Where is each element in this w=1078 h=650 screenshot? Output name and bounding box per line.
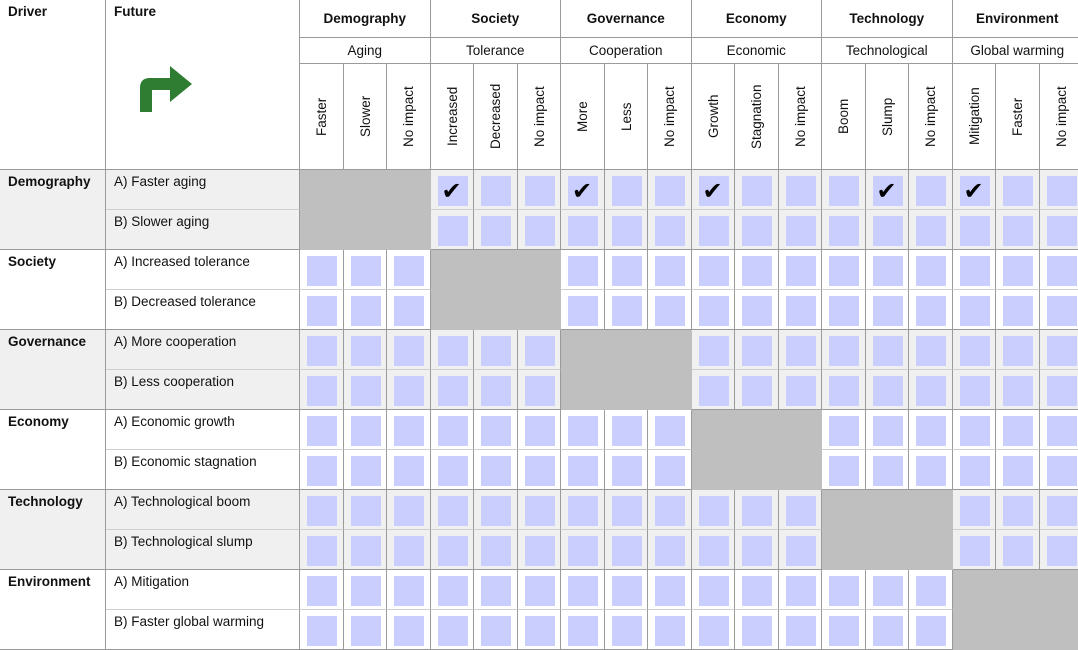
impact-checkbox[interactable] [873,176,903,206]
impact-checkbox[interactable] [916,176,946,206]
future-row [106,610,300,650]
option-label: No impact [648,64,691,169]
impact-checkbox[interactable] [655,496,685,526]
option-label: No impact [909,64,952,169]
impact-checkbox[interactable] [394,336,424,366]
future-row [106,410,300,450]
impact-checkbox[interactable] [699,496,729,526]
impact-checkbox[interactable] [655,216,685,246]
impact-checkbox[interactable] [568,536,598,566]
check-mark-icon: ✔ [572,178,592,204]
impact-checkbox[interactable] [568,616,598,646]
option-header-cell [779,64,823,170]
impact-checkbox[interactable] [568,176,598,206]
impact-checkbox[interactable] [960,376,990,406]
impact-checkbox[interactable] [960,336,990,366]
option-header-cell [822,64,866,170]
group-header-demography: Demography [300,0,431,38]
impact-checkbox[interactable] [916,216,946,246]
driver-column-header: Driver [0,0,105,19]
impact-checkbox[interactable] [438,376,468,406]
impact-checkbox[interactable] [481,336,511,366]
impact-checkbox[interactable] [1047,336,1077,366]
impact-checkbox[interactable] [307,536,337,566]
impact-checkbox[interactable] [960,536,990,566]
driver-row-technology [0,490,106,570]
check-mark-icon: ✔ [703,178,723,204]
impact-checkbox[interactable] [1047,176,1077,206]
impact-checkbox[interactable] [394,456,424,486]
impact-checkbox[interactable] [351,576,381,606]
driver-row-environment [0,570,106,650]
impact-checkbox[interactable] [438,416,468,446]
impact-checkbox[interactable] [307,256,337,286]
impact-checkbox[interactable] [742,376,772,406]
option-header-cell [692,64,736,170]
check-mark-icon: ✔ [442,178,462,204]
check-mark-icon: ✔ [964,178,984,204]
impact-checkbox[interactable] [307,296,337,326]
impact-checkbox[interactable] [1003,176,1033,206]
impact-checkbox[interactable] [525,416,555,446]
impact-checkbox[interactable] [612,216,642,246]
future-row [106,330,300,370]
impact-checkbox[interactable] [1047,496,1077,526]
impact-checkbox[interactable] [481,616,511,646]
impact-checkbox[interactable] [786,336,816,366]
option-label: Faster [300,64,343,169]
impact-checkbox[interactable] [1047,256,1077,286]
impact-checkbox[interactable] [525,376,555,406]
option-label: No impact [779,64,822,169]
option-header-cell [300,64,344,170]
impact-checkbox[interactable] [481,416,511,446]
impact-checkbox[interactable] [1003,376,1033,406]
impact-checkbox[interactable] [438,616,468,646]
option-header-cell [1040,64,1078,170]
driver-row-demography [0,170,106,250]
future-row [106,170,300,210]
impact-checkbox[interactable] [873,616,903,646]
impact-checkbox[interactable] [829,256,859,286]
impact-checkbox[interactable] [742,616,772,646]
impact-checkbox[interactable] [307,616,337,646]
impact-checkbox[interactable] [438,176,468,206]
future-label: A) Mitigation [106,570,299,589]
impact-checkbox[interactable] [960,176,990,206]
impact-checkbox[interactable] [916,576,946,606]
group-header-society: Society [431,0,562,38]
impact-checkbox[interactable] [786,496,816,526]
impact-checkbox[interactable] [525,496,555,526]
impact-checkbox[interactable] [394,576,424,606]
future-row [106,250,300,290]
impact-checkbox[interactable] [525,576,555,606]
impact-checkbox[interactable] [742,496,772,526]
impact-checkbox[interactable] [873,216,903,246]
option-label: Faster [996,64,1039,169]
impact-checkbox[interactable] [699,256,729,286]
driver-label: Governance [0,330,105,349]
impact-checkbox[interactable] [873,256,903,286]
impact-checkbox[interactable] [1047,216,1077,246]
group-header-governance: Governance [561,0,692,38]
driver-label: Environment [0,570,105,589]
impact-checkbox[interactable] [1003,256,1033,286]
future-label: B) Decreased tolerance [106,290,299,309]
impact-checkbox[interactable] [525,216,555,246]
impact-checkbox[interactable] [873,376,903,406]
impact-checkbox[interactable] [655,296,685,326]
future-label: A) Economic growth [106,410,299,429]
impact-checkbox[interactable] [1047,536,1077,566]
impact-checkbox[interactable] [568,296,598,326]
impact-checkbox[interactable] [612,496,642,526]
impact-checkbox[interactable] [1047,376,1077,406]
impact-checkbox[interactable] [481,456,511,486]
driver-row-economy [0,410,106,490]
impact-checkbox[interactable] [1003,216,1033,246]
check-mark-icon: ✔ [877,178,897,204]
group-subheader-society: Tolerance [431,38,562,64]
impact-checkbox[interactable] [742,256,772,286]
option-header-cell [996,64,1040,170]
group-header-technology: Technology [822,0,953,38]
impact-checkbox[interactable] [699,576,729,606]
impact-checkbox[interactable] [699,616,729,646]
impact-checkbox[interactable] [916,416,946,446]
impact-checkbox[interactable] [307,576,337,606]
impact-checkbox[interactable] [438,536,468,566]
impact-checkbox[interactable] [1003,416,1033,446]
impact-checkbox[interactable] [568,496,598,526]
impact-checkbox[interactable] [916,616,946,646]
self-impact-block [561,330,692,410]
impact-checkbox[interactable] [351,416,381,446]
option-header-cell [474,64,518,170]
impact-checkbox[interactable] [438,456,468,486]
impact-checkbox[interactable] [481,576,511,606]
self-impact-block [300,170,431,250]
impact-checkbox[interactable] [568,576,598,606]
impact-checkbox[interactable] [394,536,424,566]
option-header-cell [518,64,562,170]
impact-checkbox[interactable] [699,176,729,206]
impact-checkbox[interactable] [916,256,946,286]
future-label: A) Faster aging [106,170,299,189]
impact-checkbox[interactable] [307,456,337,486]
impact-checkbox[interactable] [960,256,990,286]
impact-checkbox[interactable] [1003,536,1033,566]
future-label: A) Technological boom [106,490,299,509]
impact-checkbox[interactable] [916,376,946,406]
impact-checkbox[interactable] [1047,456,1077,486]
driver-label: Demography [0,170,105,189]
impact-checkbox[interactable] [612,616,642,646]
impact-checkbox[interactable] [742,336,772,366]
impact-checkbox[interactable] [829,176,859,206]
self-impact-block [822,490,953,570]
impact-checkbox[interactable] [699,536,729,566]
self-impact-block [953,570,1078,650]
impact-checkbox[interactable] [612,256,642,286]
impact-checkbox[interactable] [612,536,642,566]
option-label: Less [605,64,648,169]
impact-checkbox[interactable] [438,576,468,606]
option-header-cell [344,64,388,170]
impact-checkbox[interactable] [307,496,337,526]
impact-checkbox[interactable] [873,416,903,446]
future-header-cell [106,0,300,170]
impact-checkbox[interactable] [394,496,424,526]
impact-checkbox[interactable] [786,376,816,406]
future-label: A) More cooperation [106,330,299,349]
impact-checkbox[interactable] [655,616,685,646]
option-label: Mitigation [953,64,996,169]
impact-checkbox[interactable] [525,456,555,486]
future-row [106,530,300,570]
option-header-cell [953,64,997,170]
option-label: Increased [431,64,474,169]
self-impact-block [692,410,823,490]
option-header-cell [387,64,431,170]
impact-checkbox[interactable] [916,296,946,326]
impact-checkbox[interactable] [481,216,511,246]
impact-checkbox[interactable] [916,456,946,486]
impact-checkbox[interactable] [786,616,816,646]
option-header-cell [735,64,779,170]
impact-checkbox[interactable] [307,336,337,366]
impact-checkbox[interactable] [829,296,859,326]
group-header-economy: Economy [692,0,823,38]
impact-checkbox[interactable] [568,456,598,486]
impact-checkbox[interactable] [699,216,729,246]
impact-checkbox[interactable] [1003,496,1033,526]
option-label: Decreased [474,64,517,169]
option-label: No impact [518,64,561,169]
option-label: Growth [692,64,735,169]
driver-label: Economy [0,410,105,429]
impact-checkbox[interactable] [612,176,642,206]
impact-checkbox[interactable] [873,296,903,326]
impact-checkbox[interactable] [960,216,990,246]
impact-checkbox[interactable] [525,336,555,366]
impact-checkbox[interactable] [394,296,424,326]
future-column-header: Future [106,0,299,19]
impact-checkbox[interactable] [351,616,381,646]
impact-checkbox[interactable] [786,256,816,286]
option-header-cell [431,64,475,170]
impact-checkbox[interactable] [786,576,816,606]
impact-checkbox[interactable] [438,336,468,366]
impact-checkbox[interactable] [351,496,381,526]
impact-checkbox[interactable] [351,256,381,286]
impact-checkbox[interactable] [351,336,381,366]
impact-checkbox[interactable] [525,616,555,646]
future-label: B) Faster global warming [106,610,299,629]
impact-checkbox[interactable] [829,576,859,606]
impact-checkbox[interactable] [655,576,685,606]
impact-checkbox[interactable] [786,176,816,206]
impact-checkbox[interactable] [873,576,903,606]
future-row [106,490,300,530]
impact-checkbox[interactable] [351,296,381,326]
impact-checkbox[interactable] [481,496,511,526]
impact-checkbox[interactable] [351,536,381,566]
option-label: Stagnation [735,64,778,169]
driver-label: Technology [0,490,105,509]
option-label: No impact [387,64,430,169]
option-label: No impact [1040,64,1078,169]
impact-checkbox[interactable] [960,296,990,326]
impact-checkbox[interactable] [960,456,990,486]
impact-checkbox[interactable] [873,456,903,486]
impact-checkbox[interactable] [568,216,598,246]
future-row [106,210,300,250]
impact-checkbox[interactable] [481,376,511,406]
future-row [106,570,300,610]
impact-checkbox[interactable] [829,216,859,246]
group-subheader-economy: Economic [692,38,823,64]
option-header-cell [561,64,605,170]
impact-checkbox[interactable] [786,216,816,246]
future-label: B) Less cooperation [106,370,299,389]
impact-checkbox[interactable] [742,536,772,566]
impact-checkbox[interactable] [655,536,685,566]
impact-checkbox[interactable] [655,416,685,446]
impact-checkbox[interactable] [525,536,555,566]
future-row [106,290,300,330]
driver-row-society [0,250,106,330]
impact-checkbox[interactable] [742,296,772,326]
option-header-cell [909,64,953,170]
group-header-environment: Environment [953,0,1078,38]
driver-row-governance [0,330,106,410]
impact-checkbox[interactable] [786,296,816,326]
option-label: Slump [866,64,909,169]
impact-checkbox[interactable] [568,416,598,446]
driver-header-cell [0,0,106,170]
impact-checkbox[interactable] [829,456,859,486]
impact-checkbox[interactable] [655,456,685,486]
impact-checkbox[interactable] [612,456,642,486]
impact-checkbox[interactable] [394,616,424,646]
group-subheader-governance: Cooperation [561,38,692,64]
impact-checkbox[interactable] [438,496,468,526]
future-label: B) Technological slump [106,530,299,549]
impact-checkbox[interactable] [307,416,337,446]
option-label: More [561,64,604,169]
future-row [106,450,300,490]
impact-checkbox[interactable] [699,296,729,326]
option-label: Boom [822,64,865,169]
impact-checkbox[interactable] [960,496,990,526]
impact-checkbox[interactable] [568,256,598,286]
impact-checkbox[interactable] [481,176,511,206]
impact-checkbox[interactable] [612,576,642,606]
impact-checkbox[interactable] [525,176,555,206]
impact-checkbox[interactable] [655,256,685,286]
impact-checkbox[interactable] [351,376,381,406]
group-subheader-environment: Global warming [953,38,1078,64]
impact-checkbox[interactable] [394,376,424,406]
impact-checkbox[interactable] [742,576,772,606]
driver-label: Society [0,250,105,269]
impact-checkbox[interactable] [438,216,468,246]
impact-checkbox[interactable] [742,176,772,206]
future-label: A) Increased tolerance [106,250,299,269]
impact-checkbox[interactable] [394,416,424,446]
impact-checkbox[interactable] [1003,456,1033,486]
impact-checkbox[interactable] [1047,296,1077,326]
impact-checkbox[interactable] [1047,416,1077,446]
impact-checkbox[interactable] [394,256,424,286]
impact-checkbox[interactable] [742,216,772,246]
future-row [106,370,300,410]
turn-right-arrow-icon [134,62,196,119]
option-label: Slower [344,64,387,169]
impact-checkbox[interactable] [786,536,816,566]
future-label: B) Slower aging [106,210,299,229]
impact-checkbox[interactable] [829,376,859,406]
impact-checkbox[interactable] [829,616,859,646]
impact-checkbox[interactable] [829,336,859,366]
impact-checkbox[interactable] [1003,296,1033,326]
impact-checkbox[interactable] [351,456,381,486]
group-subheader-demography: Aging [300,38,431,64]
impact-checkbox[interactable] [612,296,642,326]
impact-checkbox[interactable] [960,416,990,446]
impact-checkbox[interactable] [655,176,685,206]
option-header-cell [866,64,910,170]
future-label: B) Economic stagnation [106,450,299,469]
impact-checkbox[interactable] [699,336,729,366]
impact-checkbox[interactable] [873,336,903,366]
impact-checkbox[interactable] [829,416,859,446]
impact-checkbox[interactable] [1003,336,1033,366]
impact-checkbox[interactable] [481,536,511,566]
impact-checkbox[interactable] [916,336,946,366]
option-header-cell [648,64,692,170]
option-header-cell [605,64,649,170]
impact-checkbox[interactable] [612,416,642,446]
self-impact-block [431,250,562,330]
impact-checkbox[interactable] [699,376,729,406]
impact-checkbox[interactable] [307,376,337,406]
group-subheader-technology: Technological [822,38,953,64]
